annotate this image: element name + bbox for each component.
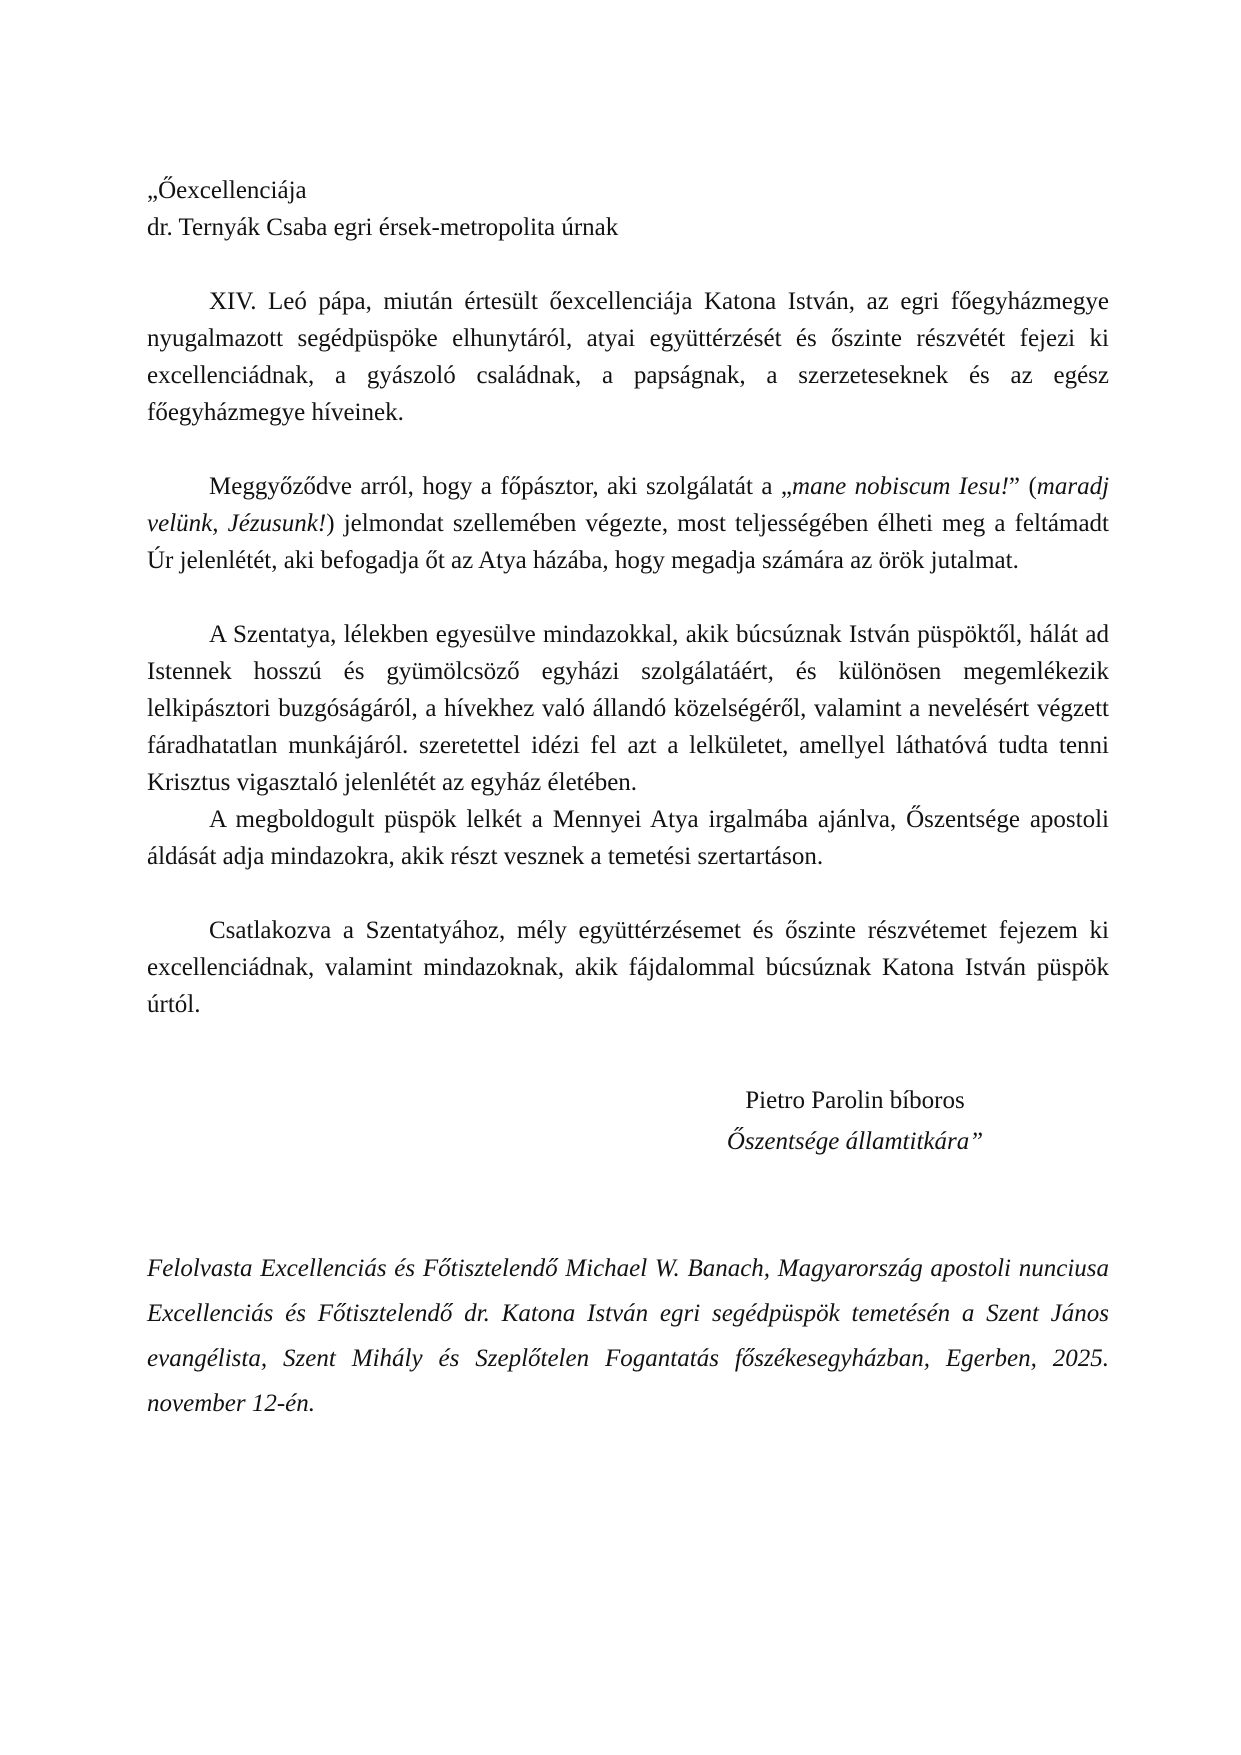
signature-name: Pietro Parolin bíboros <box>745 1087 965 1114</box>
paragraph-motto <box>147 468 1109 579</box>
paragraph-personal-condolence: Csatlakozva a Szentatyához, mély együttérzésemet és őszinte részvétemet fejezem ki excellenciádnak, valamint mindazoknak, akik fájdalommal búcsúznak Katona István püspök úrtól. <box>147 917 1109 1018</box>
motto-latin-text: mane nobiscum Iesu! <box>792 473 1009 500</box>
motto-run-5: ) jelmondat szellemében végezte, most teljességében élheti meg a feltámadt Úr jelenlétét, aki befogadja őt az Atya házába, hogy megadja számára az örök jutalmat. <box>147 510 1110 574</box>
letter-content <box>147 172 1109 1426</box>
reading-note: Felolvasta Excellenciás és Főtisztelendő Michael W. Banach, Magyarország apostoli nunciusa Excellenciás és Főtisztelendő dr. Katona István egri segédpüspök temetésén a Szent János evangélista, Szent Mihály és Szeplőtelen Fogantatás főszékesegyházban, Egerben, 2025. november 12-én. <box>147 1255 1109 1417</box>
recipient-line-2: dr. Ternyák Csaba egri érsek-metropolita úrnak <box>147 214 619 241</box>
recipient-block <box>147 172 1109 246</box>
motto-translation-text: maradj velünk, Jézusunk! <box>147 473 1110 537</box>
signature-block <box>605 1080 1105 1162</box>
paragraph-condolence: XIV. Leó pápa, miután értesült őexcellenciája Katona István, az egri főegyházmegye nyugalmazott segédpüspöke elhunytáról, atyai együttérzését és őszinte részvétét fejezi ki excellenciádnak, a gyászoló családnak, a papságnak, a szerzeteseknek és az egész főegyházmegye híveinek. <box>147 288 1109 426</box>
motto-run-1: Meggyőződve arról, hogy a főpásztor, aki szolgálatát a „ <box>209 473 793 500</box>
recipient-line-1: „Őexcellenciája <box>147 177 307 204</box>
paragraph-blessing: A megboldogult püspök lelkét a Mennyei Atya irgalmába ajánlva, Őszentsége apostoli áldását adja mindazokra, akik részt vesznek a temetési szertartáson. <box>147 806 1109 870</box>
motto-run-3: ” ( <box>1008 473 1037 500</box>
paragraph-gratitude: A Szentatya, lélekben egyesülve mindazokkal, akik búcsúznak István püspöktől, hálát ad Istennek hosszú és gyümölcsöző egyházi szolgálatáért, és különösen megemlékezik lelkipásztori buzgóságáról, a hívekhez való állandó közelségéről, valamint a nevelésért végzett fáradhatatlan munkájáról. szeretettel idézi fel azt a lelkületet, amellyel láthatóvá tudta tenni Krisztus vigasztaló jelenlétét az egyház életében. <box>147 621 1109 796</box>
signature-title: Őszentsége államtitkára” <box>726 1128 984 1155</box>
